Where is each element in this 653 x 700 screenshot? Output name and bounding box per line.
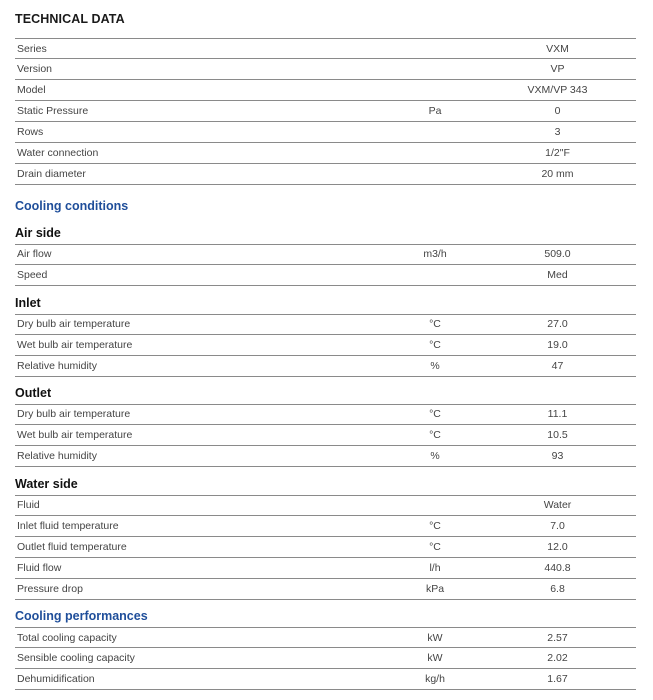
row-value: 10.5 (547, 429, 568, 441)
row-value: 7.0 (550, 520, 565, 532)
row-value: 93 (551, 450, 564, 462)
table-row (15, 404, 636, 425)
table-row (15, 537, 636, 558)
row-label: Dry bulb air temperature (17, 318, 131, 330)
row-unit: % (430, 450, 440, 462)
row-value: VP (550, 63, 565, 75)
table-row (15, 558, 636, 579)
row-unit: °C (429, 339, 441, 351)
subsection-title: Water side (15, 477, 78, 491)
table-row (15, 425, 636, 446)
row-label: Dehumidification (17, 673, 95, 685)
row-unit: l/h (429, 562, 441, 574)
row-label: Pressure drop (17, 583, 83, 595)
row-label: Relative humidity (17, 360, 97, 372)
subsection-heading-air-side (15, 226, 636, 245)
row-value: 509.0 (544, 248, 571, 260)
subsection-title: Outlet (15, 386, 52, 400)
table-row (15, 446, 636, 467)
row-value: Water (543, 499, 572, 511)
row-unit: % (430, 360, 440, 372)
table-row (15, 59, 636, 80)
row-label: Fluid flow (17, 562, 62, 574)
row-unit: °C (429, 520, 441, 532)
row-unit: kW (427, 652, 443, 664)
row-label: Model (17, 84, 46, 96)
table-row (15, 579, 636, 600)
row-label: Sensible cooling capacity (17, 652, 135, 664)
row-label: Dry bulb air temperature (17, 408, 131, 420)
row-value: VXM (546, 43, 569, 55)
row-value: 0 (554, 105, 561, 117)
row-label: Speed (17, 269, 48, 281)
row-value: 47 (551, 360, 564, 372)
table-row (15, 495, 636, 516)
table-row (15, 627, 636, 648)
row-unit: m3/h (423, 248, 447, 260)
row-label: Rows (17, 126, 44, 138)
row-label: Air flow (17, 248, 52, 260)
table-row (15, 38, 636, 59)
table-row (15, 164, 636, 185)
subsection-heading-outlet (15, 386, 636, 405)
row-label: Inlet fluid temperature (17, 520, 119, 532)
row-value: 2.57 (547, 632, 568, 644)
row-label: Drain diameter (17, 168, 86, 180)
table-row (15, 314, 636, 335)
table-row (15, 101, 636, 122)
subsection-title: Inlet (15, 296, 41, 310)
row-label: Outlet fluid temperature (17, 541, 127, 553)
row-label: Wet bulb air temperature (17, 429, 133, 441)
row-label: Water connection (17, 147, 99, 159)
table-row (15, 244, 636, 265)
row-unit: °C (429, 318, 441, 330)
table-row (15, 356, 636, 377)
table-row (15, 669, 636, 690)
section-heading-cooling-conditions: Cooling conditions (15, 199, 129, 213)
row-value: 2.02 (547, 652, 568, 664)
table-row (15, 648, 636, 669)
table-row (15, 80, 636, 101)
row-value: 19.0 (547, 339, 568, 351)
row-value: VXM/VP 343 (527, 84, 588, 96)
section-heading-cooling-performances: Cooling performances (15, 609, 148, 623)
row-label: Total cooling capacity (17, 632, 117, 644)
row-value: 12.0 (547, 541, 568, 553)
table-row (15, 143, 636, 164)
row-unit: Pa (428, 105, 442, 117)
table-row (15, 516, 636, 537)
row-value: 3 (554, 126, 561, 138)
table-row (15, 335, 636, 356)
page-title: TECHNICAL DATA (15, 12, 125, 26)
row-label: Relative humidity (17, 450, 97, 462)
row-unit: °C (429, 541, 441, 553)
row-unit: °C (429, 429, 441, 441)
subsection-title: Air side (15, 226, 61, 240)
row-label: Fluid (17, 499, 40, 511)
row-label: Series (17, 43, 47, 55)
row-unit: °C (429, 408, 441, 420)
row-unit: kPa (425, 583, 445, 595)
row-unit: kg/h (425, 673, 445, 685)
row-unit: kW (427, 632, 443, 644)
table-row (15, 265, 636, 286)
row-value: 1/2"F (545, 147, 570, 159)
table-row (15, 122, 636, 143)
row-value: 11.1 (547, 408, 568, 420)
row-value: Med (547, 269, 568, 281)
row-value: 20 mm (541, 168, 574, 180)
subsection-heading-water-side (15, 477, 636, 496)
row-label: Wet bulb air temperature (17, 339, 133, 351)
row-value: 6.8 (550, 583, 565, 595)
row-value: 1.67 (547, 673, 568, 685)
row-value: 27.0 (547, 318, 568, 330)
row-value: 440.8 (544, 562, 571, 574)
row-label: Static Pressure (17, 105, 89, 117)
subsection-heading-inlet (15, 296, 636, 315)
row-label: Version (17, 63, 53, 75)
